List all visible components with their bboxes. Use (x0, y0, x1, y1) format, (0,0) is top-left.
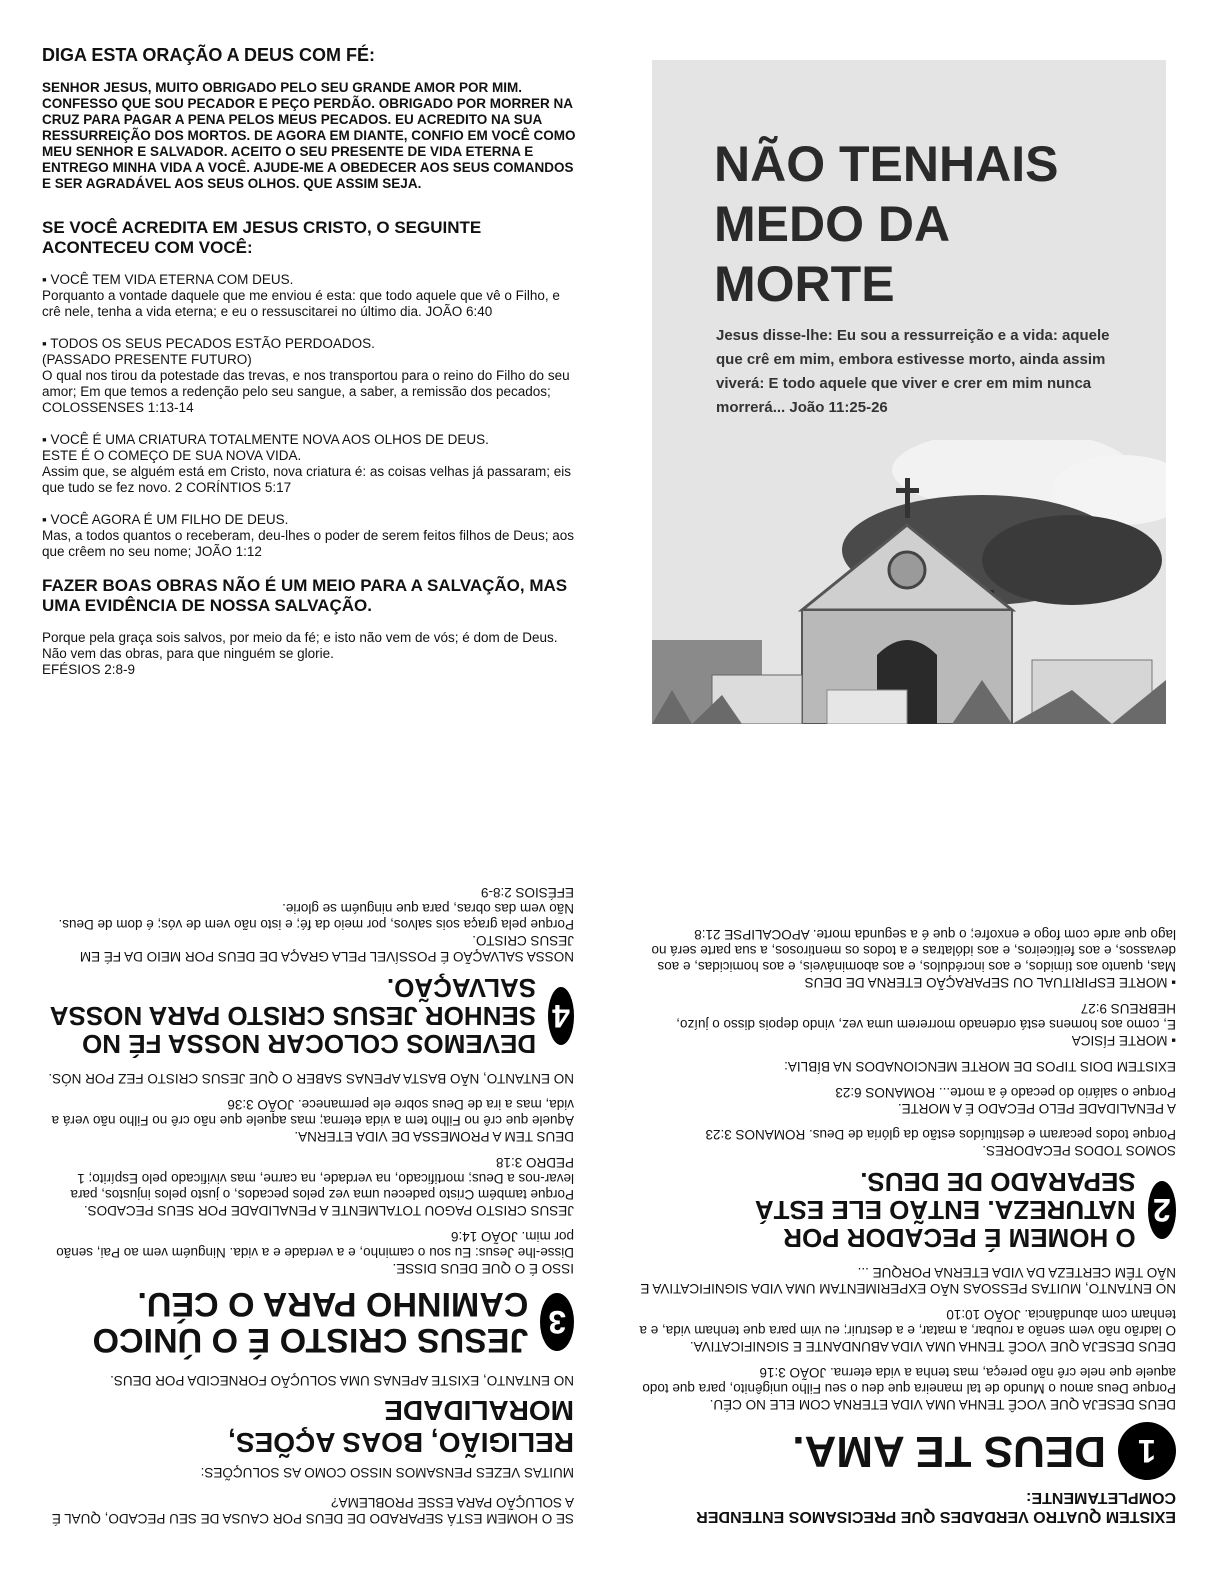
works-heading: FAZER BOAS OBRAS NÃO É UM MEIO PARA A SALVAÇÃO, MAS UMA EVIDÊNCIA DE NOSSA SALVAÇÃO. (42, 576, 568, 615)
prayer-heading: DIGA ESTA ORAÇÃO A DEUS COM FÉ: (42, 45, 375, 65)
cover-title (714, 134, 1154, 314)
truth-text: DEUS DESEJA QUE VOCÊ TENHA UMA VIDA ETERNA COM ELE NO CÉU. (709, 1397, 1176, 1412)
truth-verse: Porque pela graça sois salvos, por meio da fé; e isto não vem de vós; é dom de Deus. Não vem das obras, para que ninguém se glorie. (58, 901, 574, 932)
truth-title: JESUS CRISTO É O ÚNICO CAMINHO PARA O CÉU. (92, 1285, 529, 1359)
truth-title: DEUS TE AMA. (792, 1427, 1106, 1476)
cover-title-line: NÃO TENHAIS (714, 136, 1059, 192)
list-item (42, 272, 582, 320)
truth-4 (44, 974, 574, 1058)
truth-text: DEUS DESEJA QUE VOCÊ TENHA UMA VIDA ABUNDANTE E SIGNIFICATIVA. (689, 1339, 1176, 1354)
truth-verse: Porque o salário do pecado é a morte... ROMANOS 6:23 (835, 1085, 1176, 1100)
truth-text: DEUS TEM A PROMESSA DE VIDA ETERNA. (294, 1129, 574, 1144)
truth-text: SOMOS TODOS PECADORES. (982, 1143, 1176, 1158)
truth-verse: Porque também Cristo padeceu uma vez pelos pecados, o justo pelos injustos, para levar-nos a Deus; mortificado, na verdade, na carne, mas vivificado pelo Espírito; 1 PEDRO 3:18 (70, 1155, 574, 1202)
item-heading: ▪ TODOS OS SEUS PECADOS ESTÃO PERDOADOS. (42, 336, 375, 351)
truth-verse: Porque todos pecaram e destituídos estão da glória de Deus. ROMANOS 3:23 (705, 1127, 1176, 1142)
truth-number: 4 (548, 987, 574, 1045)
solution-panel (44, 826, 574, 1526)
truth-3 (44, 1286, 574, 1358)
cover-verse: Jesus disse-lhe: Eu sou a ressurreição e a vida: aquele que crê em mim, embora estivesse morto, ainda assim viverá: E todo aquele que viver e crer em mim nunca morrerá... João 11:25-26 (716, 327, 1110, 416)
works-reference: EFÉSIOS 2:8-9 (42, 662, 136, 677)
truth-text: A PENALIDADE PELO PECADO É A MORTE. (897, 1101, 1176, 1116)
item-heading: ▪ VOCÊ É UMA CRIATURA TOTALMENTE NOVA AOS OLHOS DE DEUS. (42, 432, 489, 447)
truths-panel (636, 826, 1176, 1526)
solutions-list: RELIGIÃO, BOAS AÇÕES, MORALIDADE (228, 1395, 574, 1458)
cover-title-line: MEDO DA (714, 196, 951, 252)
list-item (42, 336, 582, 416)
works-text: Porque pela graça sois salvos, por meio da fé; e isto não vem de vós; é dom de Deus. Não vem das obras, para que ninguém se glorie. (42, 630, 558, 661)
truth-number: 2 (1148, 1181, 1176, 1239)
item-heading: ▪ VOCÊ TEM VIDA ETERNA COM DEUS. (42, 272, 294, 287)
truth-text: JESUS CRISTO PAGOU TOTALMENTE A PENALIDADE POR SEUS PECADOS. (83, 1203, 574, 1218)
prayer-panel (42, 44, 582, 678)
item-text: Porquanto a vontade daquele que me enviou é esta: que todo aquele que vê o Filho, e crê nele, tenha a vida eterna; e eu o ressuscitarei no último dia. JOÃO 6:40 (42, 288, 560, 319)
item-text: O qual nos tirou da potestade das trevas, e nos transportou para o reino do Filho do seu amor; Em que temos a redenção pelo seu sangue, a saber, a remissão dos pecados; COLOSSENSES 1:13-14 (42, 368, 570, 415)
truth-text: NO ENTANTO, MUITAS PESSOAS NÃO EXPERIMENTAM UMA VIDA SIGNIFICATIVA E NÃO TÊM CERTEZA DA VIDA ETERNA PORQUE ... (640, 1265, 1176, 1296)
item-heading: ▪ VOCÊ AGORA É UM FILHO DE DEUS. (42, 512, 289, 527)
truth-text: NOSSA SALVAÇÃO É POSSÍVEL PELA GRAÇA DE DEUS POR MEIO DA FÉ EM JESUS CRISTO. (79, 933, 574, 964)
truth-number: 3 (540, 1293, 574, 1351)
truth-text: NO ENTANTO, NÃO BASTA APENAS SABER O QUE JESUS CRISTO FEZ POR NÓS. (48, 1071, 574, 1086)
truth-text: ISSO É O QUE DEUS DISSE. (392, 1261, 574, 1276)
truth-verse: E, como aos homens está ordenado morrerem uma vez, vindo depois disso o juízo, HEBREUS 9:27 (676, 1001, 1176, 1032)
chapel-illustration (652, 440, 1166, 724)
prayer-text: SENHOR JESUS, MUITO OBRIGADO PELO SEU GRANDE AMOR POR MIM. CONFESSO QUE SOU PECADOR E PEÇO PERDÃO. OBRIGADO POR MORRER NA CRUZ PARA PAGAR A PENA PELOS MEUS PECADOS. EU ACREDITO NA SUA RESSURREIÇÃO DOS MORTOS. DE AGORA EM DIANTE, CONFIO EM VOCÊ COMO MEU SENHOR E SALVADOR. ACEITO O SEU PRESENTE DE VIDA ETERNA E ENTREGO MINHA VIDA A VOCÊ. AJUDE-ME A OBEDECER AOS SEUS COMANDOS E SER AGRADÁVEL AOS SEUS OLHOS. QUE ASSIM SEJA. (42, 80, 576, 191)
cover-panel (652, 60, 1166, 724)
truth-text: ▪ MORTE FÍSICA (1071, 1033, 1176, 1048)
truth-text: EXISTEM DOIS TIPOS DE MORTE MENCIONADOS NA BÍBLIA: (784, 1059, 1176, 1074)
truth-verse: O ladrão não vem senão a roubar, a matar, e a destruir; eu vim para que tenham vida, e a tenham com abundância. JOÃO 10:10 (639, 1307, 1176, 1338)
truth-reference: EFÉSIOS 2:8-9 (480, 885, 574, 900)
truth-verse: Mas, quanto aos tímidos, e aos incrédulos, e aos abomináveis, e aos homicidas, e aos devassos, e aos feiticeiros, e aos idólatras e a todos os mentirosos, a sua parte será no lago que arde com fogo e enxofre; o que é a segunda morte. APOCALIPSE 21:8 (651, 927, 1176, 974)
item-subheading: (PASSADO PRESENTE FUTURO) (42, 352, 252, 367)
cover-title-line: MORTE (714, 256, 895, 312)
list-item (42, 432, 582, 496)
truth-number: 1 (1118, 1422, 1176, 1480)
truth-title: DEVEMOS COLOCAR NOSSA FÉ NO SENHOR JESUS CRISTO PARA NOSSA SALVAÇÃO. (50, 973, 537, 1059)
solution-intro: NO ENTANTO, EXISTE APENAS UMA SOLUÇÃO FORNECIDA POR DEUS. (110, 1373, 574, 1388)
truths-intro: EXISTEM QUATRO VERDADES QUE PRECISAMOS ENTENDER COMPLETAMENTE: (696, 1489, 1176, 1525)
truth-title: O HOMEM É PECADOR POR NATUREZA. ENTÃO ELE ESTÁ SEPARADO DE DEUS. (754, 1167, 1136, 1253)
truth-1 (636, 1422, 1176, 1480)
truth-verse: Disse-lhe Jesus: Eu sou o caminho, e a verdade e a vida. Ninguém vem ao Pai, senão por mim. JOÃO 14:6 (56, 1229, 574, 1260)
item-text: Assim que, se alguém está em Cristo, nova criatura é: as coisas velhas já passaram; eis que tudo se fez novo. 2 CORÍNTIOS 5:17 (42, 464, 571, 495)
item-text: Mas, a todos quantos o receberam, deu-lhes o poder de serem feitos filhos de Deus; aos que crêem no seu nome; JOÃO 1:12 (42, 528, 575, 559)
solution-intro: SE O HOMEM ESTÁ SEPARADO DE DEUS POR CAUSA DE SEU PECADO, QUAL É A SOLUÇÃO PARA ESSE PROBLEMA? (51, 1495, 574, 1526)
list-item (42, 512, 582, 560)
truth-2 (636, 1168, 1176, 1252)
truth-text: ▪ MORTE ESPIRITUAL OU SEPARAÇÃO ETERNA DE DEUS (804, 975, 1176, 990)
solution-intro: MUITAS VEZES PENSAMOS NISSO COMO AS SOLUÇÕES: (200, 1465, 574, 1480)
item-subheading: ESTE É O COMEÇO DE SUA NOVA VIDA. (42, 448, 302, 463)
believe-heading: SE VOCÊ ACREDITA EM JESUS CRISTO, O SEGUINTE ACONTECEU COM VOCÊ: (42, 218, 482, 257)
truth-verse: Porque Deus amou o Mundo de tal maneira que deu o seu Filho unigênito, para que todo aquele que nele crê não pereça, mas tenha a vida eterna. JOÃO 3:16 (642, 1365, 1176, 1396)
truth-verse: Aquele que crê no Filho tem a vida eterna; mas aquele que não crê no Filho não verá a vida, mas a ira de Deus sobre ele permanece. JOÃO 3:36 (51, 1097, 574, 1128)
